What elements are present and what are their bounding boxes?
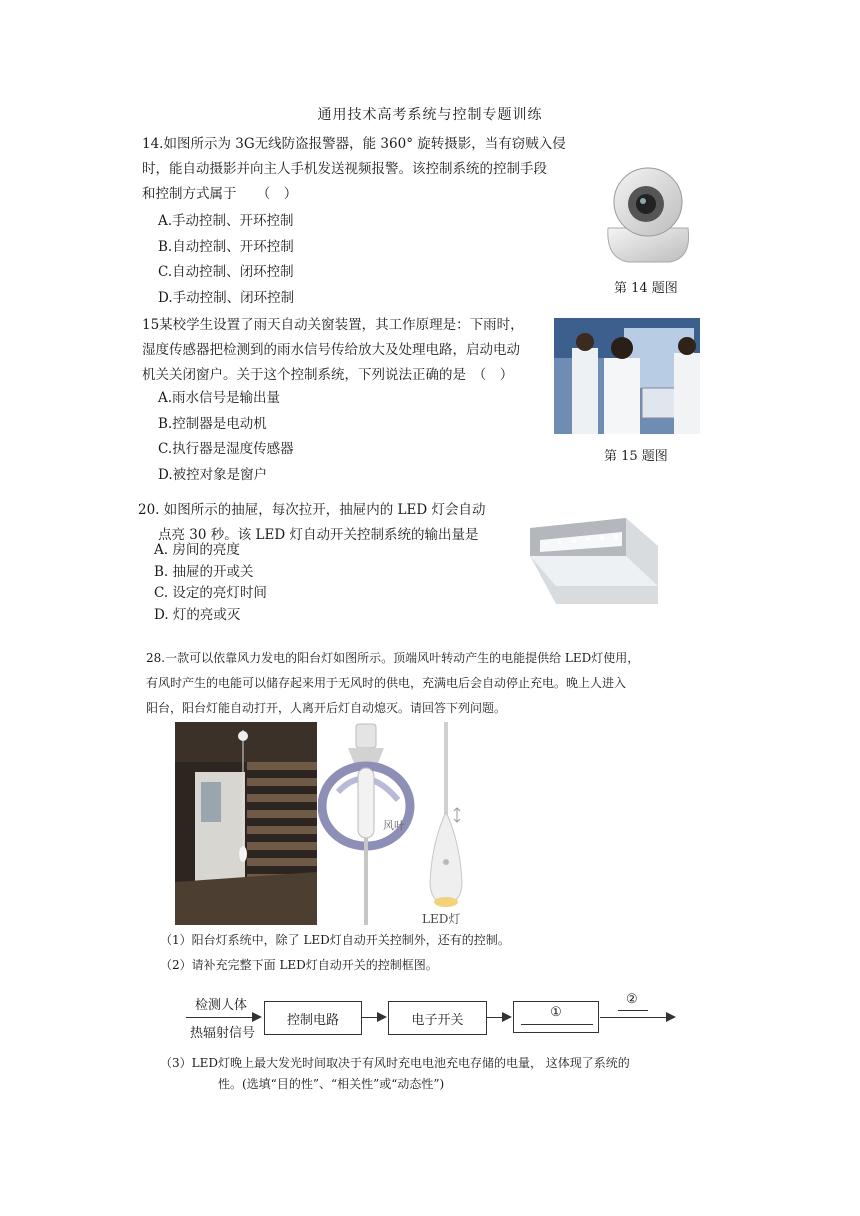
option: C.自动控制、闭环控制: [158, 264, 294, 280]
q15-caption: 第 15 题图: [604, 449, 668, 464]
blank-1-underline: [521, 1024, 593, 1025]
camera-image: [598, 158, 696, 270]
option: A.雨水信号是输出量: [158, 390, 281, 406]
input-line: [186, 1017, 256, 1018]
q15-options: [158, 386, 294, 488]
q14-line: 时，能自动摄影并向主人手机发送视频报警。该控制系统的控制手段: [142, 161, 547, 177]
q20-line: 点亮 30 秒。该 LED 灯自动开关控制系统的输出量是: [158, 527, 479, 543]
q14-text: [142, 132, 566, 207]
box-control-circuit: 控制电路: [264, 1001, 362, 1035]
q28-line: 有风时产生的电能可以储存起来用于无风时的供电，充满电后会自动停止充电。晚上人进入: [146, 676, 627, 690]
q28-sub3-line: （3）LED灯晚上最大发光时间取决于有风时充电电池充电存储的电量， 这体现了系统的: [160, 1056, 630, 1070]
blank-2-label: ②: [626, 992, 638, 1007]
option: A. 房间的亮度: [154, 542, 240, 558]
option: D.手动控制、闭环控制: [158, 289, 295, 306]
box-electronic-switch: 电子开关: [388, 1001, 487, 1035]
q28-line: 28.一款可以依靠风力发电的阳台灯如图所示。顶端风叶转动产生的电能提供给 LED灯使用，: [146, 651, 640, 665]
label-fan: 风叶: [383, 819, 405, 832]
arrow-icon: [252, 1011, 264, 1023]
option: C.执行器是湿度传感器: [158, 441, 294, 457]
blank-2-underline: [618, 1010, 648, 1011]
output-line: [600, 1017, 670, 1018]
q14-caption: 第 14 题图: [614, 281, 678, 296]
q14-line: 14.如图所示为 3G无线防盗报警器，能 360° 旋转摄影，当有窃贼入侵: [142, 136, 566, 152]
blank-1-label: ①: [550, 1005, 562, 1020]
option: B. 抽屉的开或关: [154, 563, 254, 580]
q28-sub2: （2）请补充完整下面 LED灯自动开关的控制框图。: [160, 958, 438, 972]
option: A.手动控制、开环控制: [158, 213, 294, 229]
q28-sub1: （1）阳台灯系统中，除了 LED灯自动开关控制外，还有的控制。: [160, 933, 510, 947]
option: B.控制器是电动机: [158, 415, 267, 432]
q14-options: [158, 209, 294, 311]
q14-line: 和控制方式属于 （ ）: [142, 186, 298, 202]
q28-line: 阳台，阳台灯能自动打开，人离开后灯自动熄灭。请回答下列问题。: [146, 701, 507, 715]
q15-line: 机关关闭窗户。关于这个控制系统，下列说法正确的是 （ ）: [142, 367, 514, 383]
diagram-input-bottom: 热辐射信号: [190, 1026, 256, 1041]
balcony-photo: [175, 722, 317, 925]
q28-text: [146, 646, 639, 721]
option: C. 设定的亮灯时间: [154, 585, 267, 601]
led-lamp-image: [420, 722, 480, 912]
label-led: LED灯: [422, 912, 461, 926]
q15-line: 15某校学生设置了雨天自动关窗装置，其工作原理是：下雨时，: [142, 317, 524, 333]
option: B.自动控制、开环控制: [158, 238, 294, 255]
q20-line: 20. 如图所示的抽屉，每次拉开，抽屉内的 LED 灯会自动: [138, 502, 486, 518]
q28-sub3: [160, 1051, 630, 1097]
q15-text: [142, 313, 524, 388]
q28-sub3-line: 性。(选填“目的性”、“相关性”或“动态性”): [218, 1077, 445, 1091]
students-photo: [554, 318, 700, 434]
box-blank-1: [513, 1001, 599, 1033]
option: D. 灯的亮或灭: [154, 606, 241, 623]
page-title: 通用技术高考系统与控制专题训练: [317, 107, 543, 123]
q20-options: [154, 540, 267, 626]
diagram-input-top: 检测人体: [195, 998, 248, 1013]
arrow-icon: [666, 1011, 678, 1023]
q15-line: 湿度传感器把检测到的雨水信号传给放大及处理电路，启动电动: [142, 342, 520, 358]
option: D.被控对象是窗户: [158, 466, 268, 483]
drawer-image: [526, 516, 660, 606]
